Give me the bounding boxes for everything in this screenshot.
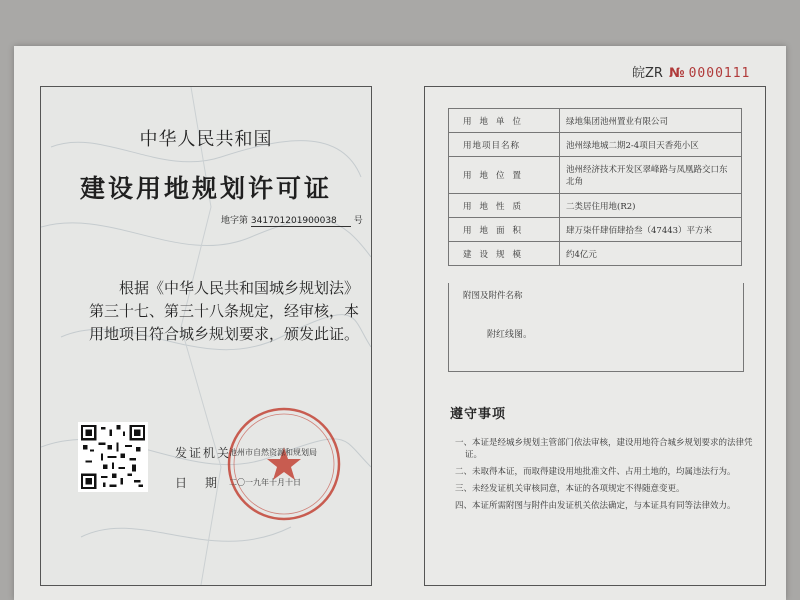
country-title: 中华人民共和国 <box>139 129 273 150</box>
issuer-value: 池州市自然资源和规划局 <box>229 448 317 457</box>
row-key: 用地性质 <box>449 194 560 218</box>
table-row <box>449 133 742 157</box>
certificate-number <box>221 213 363 227</box>
official-seal <box>225 405 343 523</box>
qr-code <box>78 422 148 492</box>
notice-list <box>455 437 755 517</box>
table-row <box>449 194 742 218</box>
land-info-table <box>448 108 742 266</box>
code-prefix: 皖ZR <box>632 66 663 81</box>
row-value: 绿地集团池州置业有限公司 <box>560 109 742 133</box>
table-row <box>449 242 742 266</box>
attachments-label: 附图及附件名称 <box>463 291 523 301</box>
table-row <box>449 157 742 194</box>
attachments-value: 附红线图。 <box>487 330 533 340</box>
attachments-box <box>448 283 744 372</box>
issuer-label: 发证机关 <box>175 446 232 460</box>
date-value: 二〇一九年十月十日 <box>229 478 301 487</box>
qr-code-icon <box>81 425 145 489</box>
number-mark: № <box>668 66 685 81</box>
certificate-title: 建设用地规划许可证 <box>79 174 332 203</box>
code-number: 0000111 <box>688 66 751 81</box>
table-row <box>449 218 742 242</box>
certificate-body-text: 根据《中华人民共和国城乡规划法》第三十七、第三十八条规定，经审核，本用地项目符合城乡规划要求，颁发此证。 <box>89 279 360 343</box>
row-value: 池州经济技术开发区翠峰路与凤凰路交口东北角 <box>560 157 742 194</box>
row-value: 约4亿元 <box>560 242 742 266</box>
certificate-front <box>40 86 372 586</box>
certificate-code <box>632 62 750 81</box>
cert-number-label: 地字第 <box>221 216 249 226</box>
row-key: 用地项目名称 <box>449 133 560 157</box>
certificate-details <box>424 86 766 586</box>
row-key: 建设规模 <box>449 242 560 266</box>
list-item: 三、未经发证机关审核同意，本证的各项规定不得随意变更。 <box>455 484 685 494</box>
cert-number-suffix: 号 <box>353 216 363 226</box>
cert-number-value: 341701201900038 <box>251 216 351 227</box>
list-item: 一、本证是经城乡规划主管部门依法审核，建设用地符合城乡规划要求的法律凭证。 <box>455 438 753 460</box>
date-label: 日期 <box>175 476 236 490</box>
row-key: 用地面积 <box>449 218 560 242</box>
list-item: 二、未取得本证，而取得建设用地批准文件、占用土地的，均属违法行为。 <box>455 467 736 477</box>
row-key: 用地位置 <box>449 157 560 194</box>
table-row <box>449 109 742 133</box>
row-key: 用地单位 <box>449 109 560 133</box>
row-value: 肆万柒仟肆佰肆拾叁（47443）平方米 <box>560 218 742 242</box>
row-value: 池州绿地城二期2-4项目天香苑小区 <box>560 133 742 157</box>
notice-title: 遵守事项 <box>450 407 507 422</box>
row-value: 二类居住用地(R2) <box>560 194 742 218</box>
list-item: 四、本证所需附图与附件由发证机关依法确定，与本证具有同等法律效力。 <box>455 501 736 511</box>
